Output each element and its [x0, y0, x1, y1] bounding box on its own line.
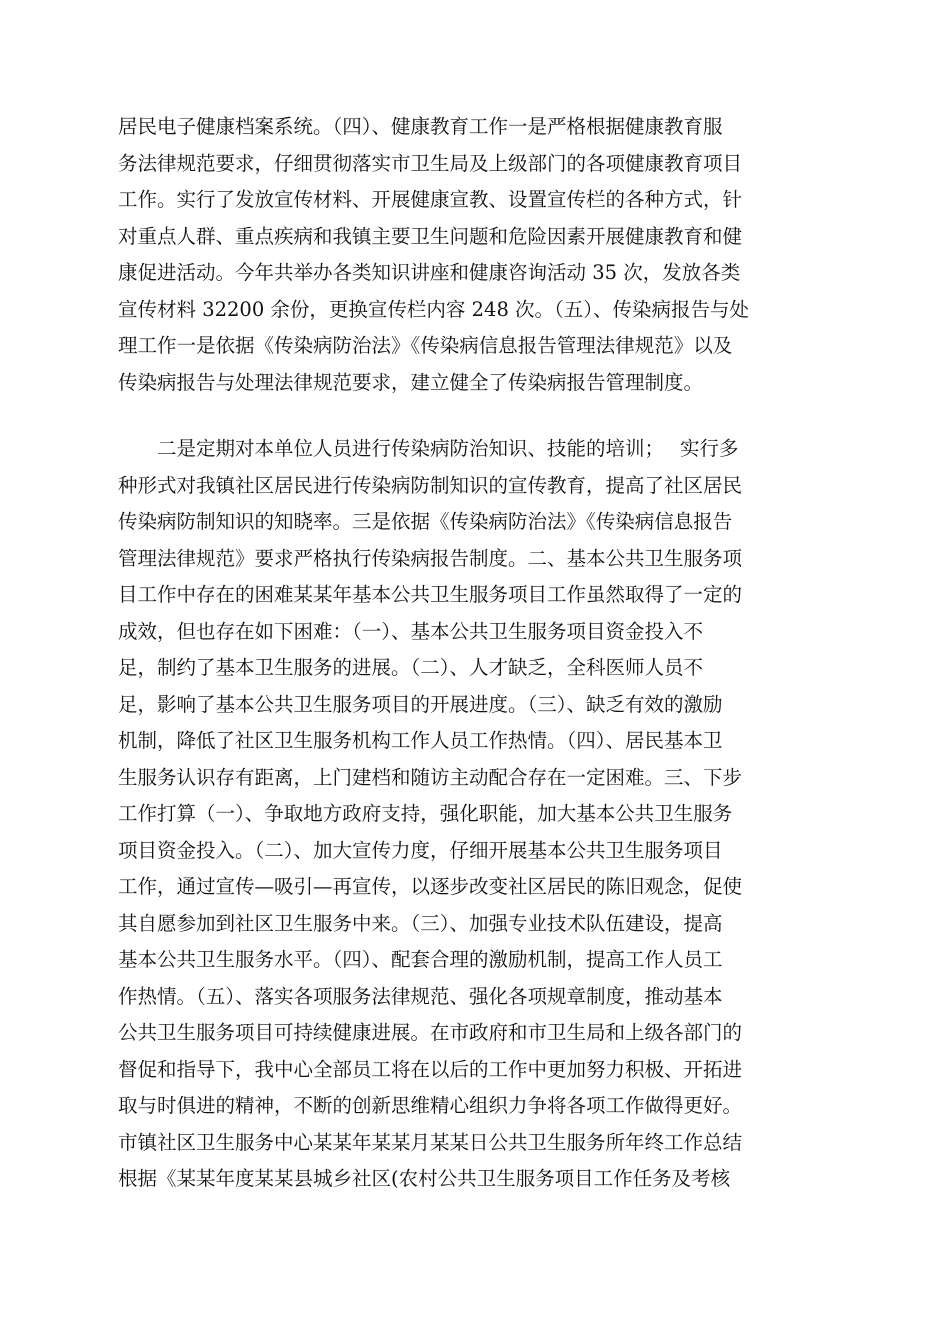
text-line: 传染病报告与处理法律规范要求，建立健全了传染病报告管理制度。	[118, 370, 704, 394]
text-line: 康促进活动。今年共举办各类知识讲座和健康咨询活动 35 次，发放各类	[118, 261, 741, 284]
text-line: 工作。实行了发放宣传材料、开展健康宣教、设置宣传栏的各种方式，针	[118, 188, 743, 211]
text-line: 公共卫生服务项目可持续健康进展。在市政府和市卫生局和上级各部门的	[118, 1021, 743, 1044]
text-line: 基本公共卫生服务水平。（四）、配套合理的激励机制，提高工作人员工	[118, 948, 723, 971]
text-line: 宣传材料 32200 余份，更换宣传栏内容 248 次。（五）、传染病报告与处	[118, 297, 750, 321]
text-line: 理工作一是依据《传染病防治法》《传染病信息报告管理法律规范》以及	[118, 334, 733, 357]
text-line: 根据《某某年度某某县城乡社区(农村公共卫生服务项目工作任务及考核	[118, 1167, 731, 1190]
text-line: 足，影响了基本公共卫生服务项目的开展进度。（三）、缺乏有效的激励	[118, 692, 723, 716]
text-line: 成效，但也存在如下困难：（一）、基本公共卫生服务项目资金投入不	[118, 619, 704, 643]
text-line: 工作，通过宣传—吸引—再宣传，以逐步改变社区居民的陈旧观念，促使	[118, 875, 743, 898]
paragraph-2	[118, 431, 838, 1198]
text-line: 居民电子健康档案系统。（四）、健康教育工作一是严格根据健康教育服	[118, 115, 723, 138]
text-line: 足，制约了基本卫生服务的进展。（二）、人才缺乏，全科医师人员不	[118, 656, 704, 679]
text-line: 传染病防制知识的知晓率。三是依据《传染病防治法》《传染病信息报告	[118, 510, 733, 533]
text-line: 作热情。（五）、落实各项服务法律规范、强化各项规章制度，推动基本	[118, 984, 723, 1008]
text-line: 其自愿参加到社区卫生服务中来。（三）、加强专业技术队伍建设，提高	[118, 911, 723, 935]
paragraph-1	[118, 109, 838, 401]
text-line: 二是定期对本单位人员进行传染病防治知识、技能的培训； 实行多	[118, 437, 739, 460]
text-line: 对重点人群、重点疾病和我镇主要卫生问题和危险因素开展健康教育和健	[118, 224, 743, 248]
text-line: 生服务认识存有距离，上门建档和随访主动配合存在一定困难。三、下步	[118, 765, 743, 789]
text-line: 管理法律规范》要求严格执行传染病报告制度。二、基本公共卫生服务项	[118, 546, 743, 570]
text-line: 市镇社区卫生服务中心某某年某某月某某日公共卫生服务所年终工作总结	[118, 1130, 743, 1154]
text-line: 工作打算（一）、争取地方政府支持，强化职能，加大基本公共卫生服务	[118, 802, 733, 825]
text-line: 机制，降低了社区卫生服务机构工作人员工作热情。（四）、居民基本卫	[118, 729, 723, 752]
text-line: 种形式对我镇社区居民进行传染病防制知识的宣传教育，提高了社区居民	[118, 473, 743, 497]
text-line: 取与时俱进的精神，不断的创新思维精心组织力争将各项工作做得更好。	[118, 1094, 743, 1117]
text-line: 目工作中存在的困难某某年基本公共卫生服务项目工作虽然取得了一定的	[118, 583, 743, 606]
text-line: 督促和指导下，我中心全部员工将在以后的工作中更加努力积极、开拓进	[118, 1057, 743, 1081]
text-line: 项目资金投入。（二）、加大宣传力度，仔细开展基本公共卫生服务项目	[118, 838, 723, 862]
text-line: 务法律规范要求，仔细贯彻落实市卫生局及上级部门的各项健康教育项目	[118, 151, 743, 175]
